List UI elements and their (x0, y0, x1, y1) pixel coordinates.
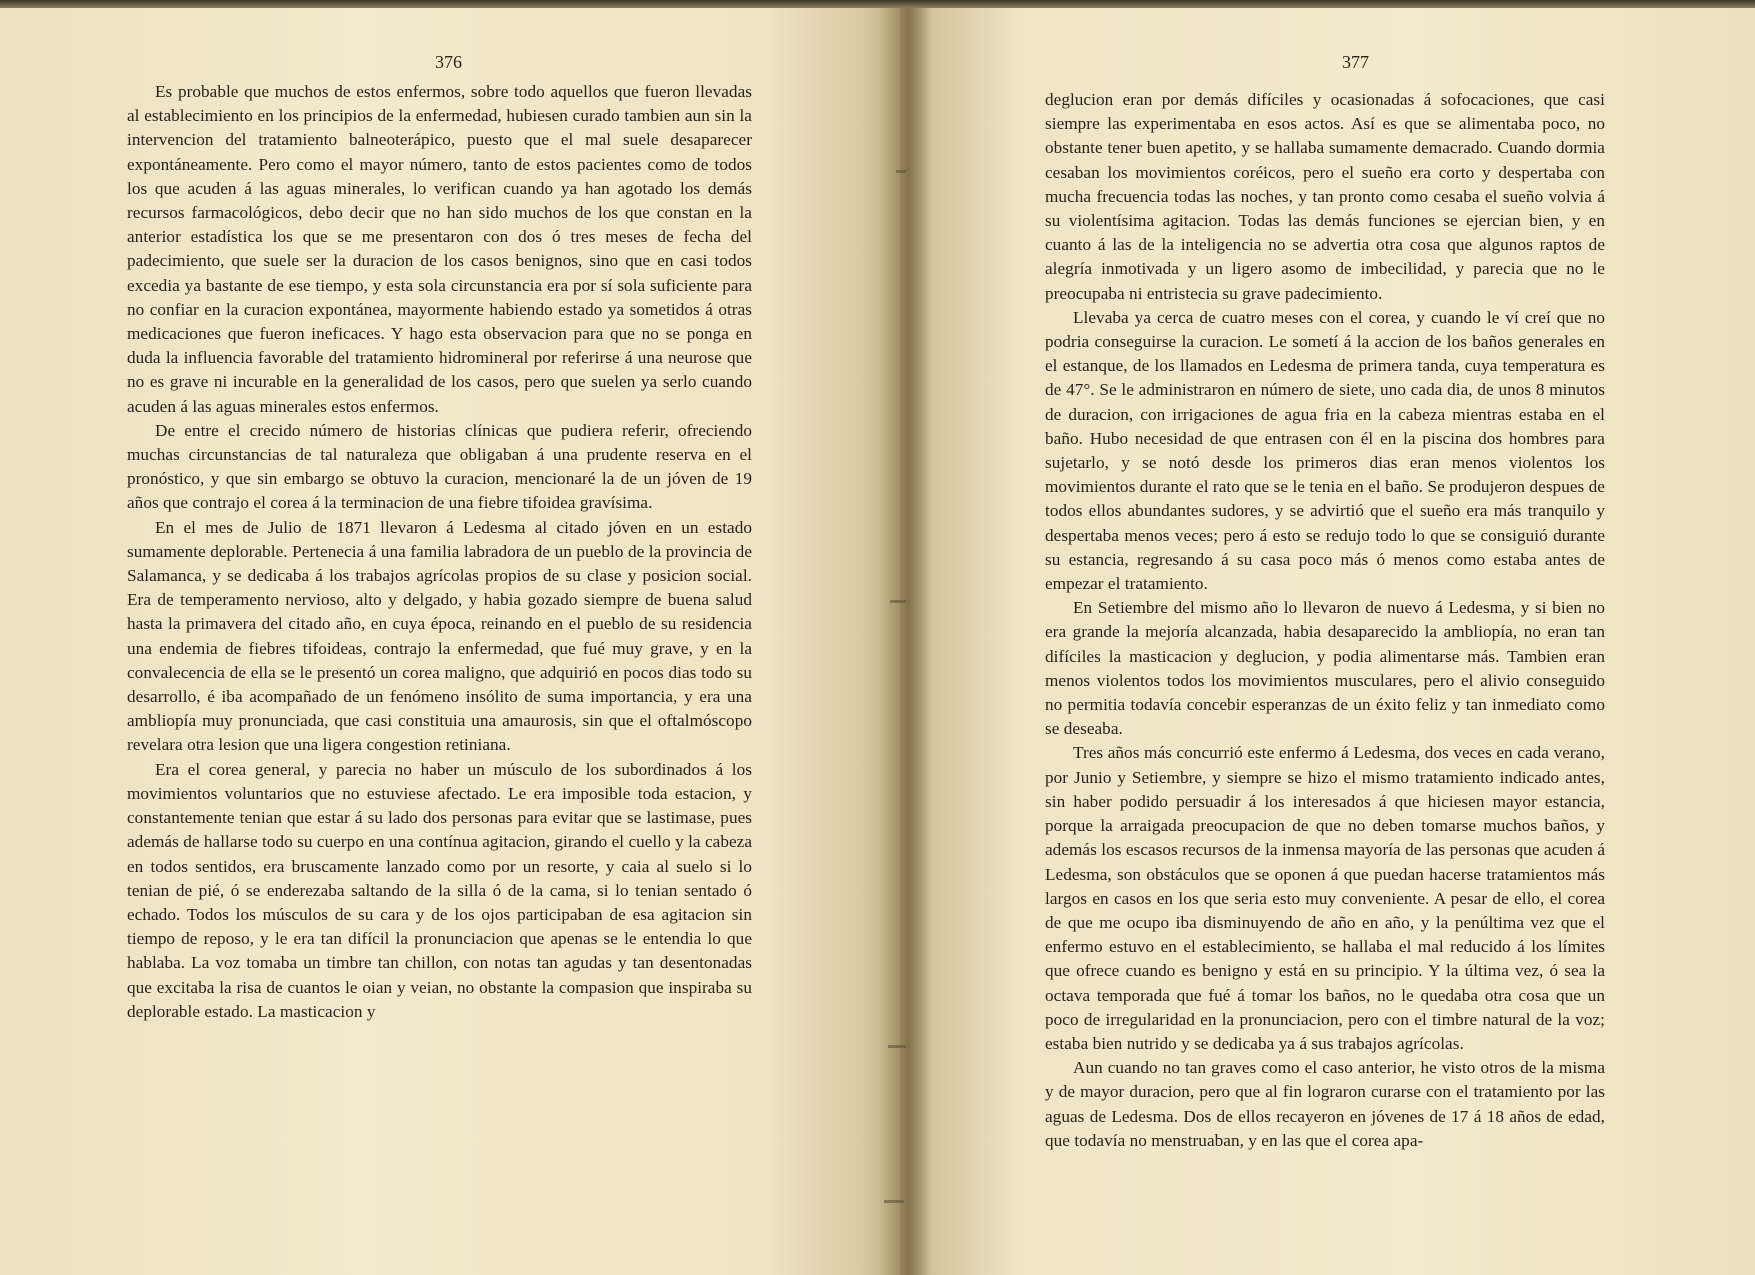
paragraph: deglucion eran por demás difíciles y ocasionadas á sofocaciones, que casi siempre las experimentaba en esos actos. Así es que se alimentaba poco, no obstante tener buen apetito, y se hallaba sumamente demacrado. Cuando dormia cesaban los movimientos coréicos, pero el sueño era corto y despertaba con mucha frecuencia todas las noches, y tan pronto como cesaba el sueño volvia á su violentísima agitacion. Todas las demás funciones se ejercian bien, y en cuanto á las de la inteligencia no se advertia otra cosa que algunos raptos de alegría inmotivada y un ligero asomo de imbecilidad, y parecia que no le preocupaba ni entristecia su grave padecimiento. (1045, 90, 1605, 303)
binding-thread-mark (896, 170, 906, 173)
book-gutter (880, 8, 930, 1275)
left-page (0, 8, 900, 1275)
page-number: 377 (1342, 52, 1369, 72)
page-text (1045, 88, 1605, 1153)
binding-thread-mark (888, 1045, 906, 1048)
paragraph: En el mes de Julio de 1871 llevaron á Ledesma al citado jóven en un estado sumamente deplorable. Pertenecia á una familia labradora de un pueblo de la provincia de Salamanca, y se dedicaba á los trabajos agrícolas propios de su clase y posicion social. Era de temperamento nervioso, alto y delgado, y habia gozado siempre de buena salud hasta la primavera del citado año, en cuya época, reinando en el pueblo de su residencia una endemia de fiebres tifoideas, contrajo la enfermedad, que fué muy grave, y en la convalecencia de ella se le presentó un corea maligno, que adquirió en pocos dias todo su desarrollo, é iba acompañado de un fenómeno insólito de suma importancia, y era una ambliopía muy pronunciada, que casi constituia una amaurosis, sin que el oftalmóscopo revelara otra lesion que una ligera congestion retiniana. (127, 517, 752, 755)
page-number: 376 (435, 52, 462, 72)
right-page (900, 8, 1755, 1275)
paragraph: Tres años más concurrió este enfermo á Ledesma, dos veces en cada verano, por Junio y Setiembre, y siempre se hizo el mismo tratamiento indicado antes, sin haber podido persuadir á los interesados á que hiciesen mayor estancia, porque la arraigada preocupacion de que no deben tomarse muchos baños, y además los escasos recursos de la inmensa mayoría de las personas que acuden á Ledesma, son obstáculos que se oponen á que puedan hacerse tratamientos más largos en casos en los que seria esto muy conveniente. A pesar de ello, el corea de que me ocupo iba disminuyendo de año en año, y la penúltima vez que el enfermo estuvo en el establecimiento, se hallaba el mal reducido á los límites que ofrece cuando es benigno y está en su principio. Y la última vez, ó sea la octava temporada que fué á tomar los baños, no le quedaba otra cosa que un poco de irregularidad en la pronunciacion, pero con el timbre natural de la voz; estaba bien nutrido y se dedicaba ya á sus trabajos agrícolas. (1045, 743, 1605, 1053)
binding-thread-mark (890, 600, 906, 603)
paragraph: Aun cuando no tan graves como el caso anterior, he visto otros de la misma y de mayor duracion, pero que al fin lograron curarse con el tratamiento por las aguas de Ledesma. Dos de ellos recayeron en jóvenes de 17 á 18 años de edad, que todavía no menstruaban, y en las que el corea apa- (1045, 1058, 1605, 1150)
paragraph: Era el corea general, y parecia no haber un músculo de los subordinados á los movimientos voluntarios que no estuviese afectado. Le era imposible toda estacion, y constantemente tenian que estar á su lado dos personas para evitar que se lastimase, pues además de hallarse todo su cuerpo en una contínua agitacion, girando el cuello y la cabeza en todos sentidos, era bruscamente lanzado como por un resorte, y caia al suelo si lo tenian de pié, ó se enderezaba saltando de la silla ó de la cama, si lo tenian sentado ó echado. Todos los músculos de su cara y de los ojos participaban de esa agitacion sin tiempo de reposo, y le era tan difícil la pronunciacion que apenas se le entendia lo que hablaba. La voz tomaba un timbre tan chillon, con notas tan agudas y tan desentonadas que excitaba la risa de cuantos le oian y veian, no obstante la compasion que inspiraba su deplorable estado. La masticacion y (127, 759, 752, 1021)
paragraph: Es probable que muchos de estos enfermos, sobre todo aquellos que fueron llevadas al establecimiento en los principios de la enfermedad, hubiesen curado tambien aun sin la intervencion del tratamiento balneoterápico, puesto que el mal suele desaparecer expontáneamente. Pero como el mayor número, tanto de estos pacientes como de todos los que acuden á las aguas minerales, lo verifican cuando ya han agotado los demás recursos farmacológicos, debo decir que no han sido muchos de los que constan en la anterior estadística los que se me presentaron con dos ó tres meses de fecha del padecimiento, que suele ser la duracion de los casos benignos, sino que en casi todos excedia ya bastante de ese tiempo, y esta sola circunstancia era por sí sola suficiente para no confiar en la curacion expontánea, mayormente habiendo estado ya sometidos á otras medicaciones que fueron ineficaces. Y hago esta observacion para que no se ponga en duda la influencia favorable del tratamiento hidromineral por referirse á una neurose que no es grave ni incurable en la generalidad de los casos, pero que suelen ya serlo cuando acuden á las aguas minerales estos enfermos. (127, 82, 752, 416)
binding-thread-mark (884, 1200, 904, 1203)
scan-top-edge (0, 0, 1755, 8)
paragraph: Llevaba ya cerca de cuatro meses con el corea, y cuando le ví creí que no podria conseguirse la curacion. Le sometí á la accion de los baños generales en el estanque, de los llamados en Ledesma de primera tanda, cuya temperatura es de 47°. Se le administraron en número de siete, uno cada dia, de unos 8 minutos de duracion, con irrigaciones de agua fria en la cabeza mientras estaba en el baño. Hubo necesidad de que entrasen con él en la piscina dos hombres para sujetarlo, y se notó desde los primeros dias eran menos violentos los movimientos durante el rato que se le tenia en el baño. Se produjeron despues de todos ellos abundantes sudores, y se advirtió que el sueño era más tranquilo y despertaba menos veces; pero á esto se redujo todo lo que se consiguió durante su estancia, regresando á su casa poco más ó menos como estaba antes de empezar el tratamiento. (1045, 307, 1605, 594)
page-text (127, 80, 752, 1024)
paragraph: En Setiembre del mismo año lo llevaron de nuevo á Ledesma, y si bien no era grande la mejoría alcanzada, habia desaparecido la ambliopía, no eran tan difíciles la masticacion y deglucion, y podia alimentarse más. Tambien eran menos violentos todos los movimientos musculares, pero el alivio conseguido no permitia todavía concebir esperanzas de un éxito feliz y tan inmediato como se deseaba. (1045, 598, 1605, 739)
paragraph: De entre el crecido número de historias clínicas que pudiera referir, ofreciendo muchas circunstancias de tal naturaleza que obligaban á una prudente reserva en el pronóstico, y que sin embargo se obtuvo la curacion, mencionaré la de un jóven de 19 años que contrajo el corea á la terminacion de una fiebre tifoidea gravísima. (127, 420, 752, 513)
